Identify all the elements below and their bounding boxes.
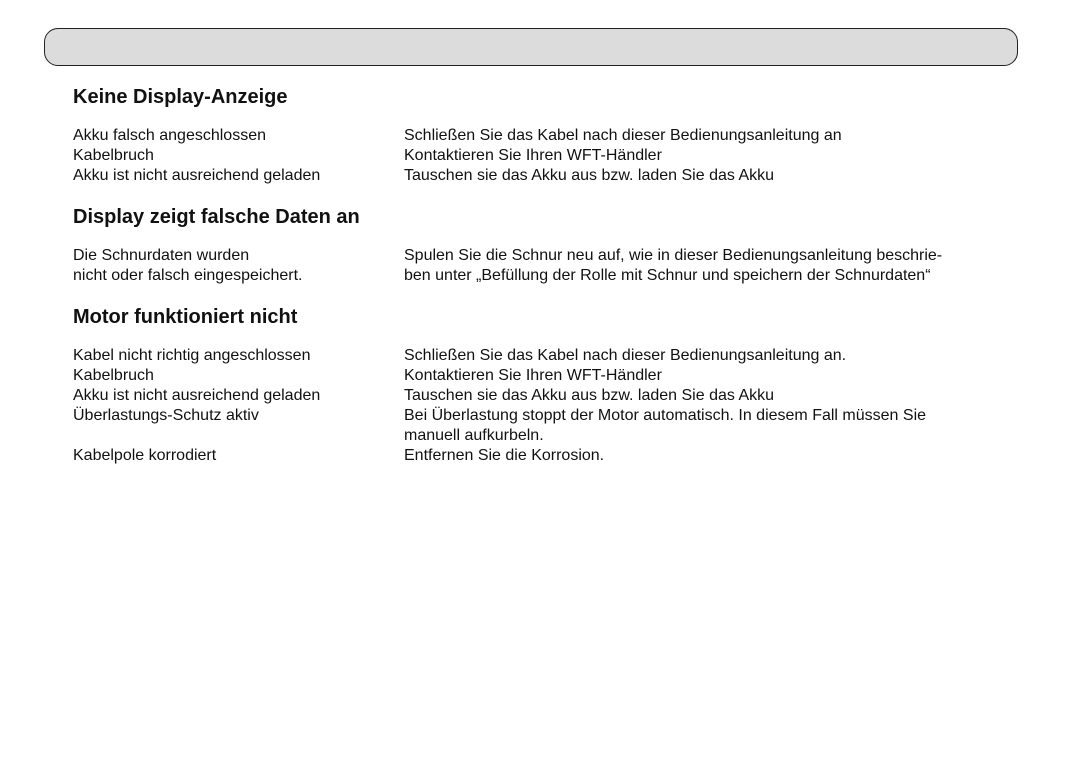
remedy-text: manuell aufkurbeln.	[404, 427, 544, 444]
table-row	[0, 346, 1077, 366]
remedy-text: Entfernen Sie die Korrosion.	[404, 447, 605, 464]
cause-text: Kabelpole korrodiert	[73, 447, 217, 464]
cause-text: Die Schnurdaten wurden	[73, 247, 250, 264]
table-row	[0, 146, 1077, 166]
table-row	[0, 266, 1077, 286]
cause-text: Akku ist nicht ausreichend geladen	[73, 387, 321, 404]
section-title-motor-funktioniert-nicht: Motor funktioniert nicht	[73, 306, 298, 328]
table-row	[0, 166, 1077, 186]
cause-text: Kabelbruch	[73, 367, 154, 384]
table-row	[0, 386, 1077, 406]
table-row	[0, 446, 1077, 466]
cause-text: Akku falsch angeschlossen	[73, 127, 266, 144]
remedy-text: Tauschen sie das Akku aus bzw. laden Sie das Akku	[404, 167, 775, 184]
remedy-text: Schließen Sie das Kabel nach dieser Bedienungsanleitung an	[404, 127, 842, 144]
cause-text: nicht oder falsch eingespeichert.	[73, 267, 303, 284]
remedy-text: Kontaktieren Sie Ihren WFT-Händler	[404, 367, 662, 384]
table-row	[0, 126, 1077, 146]
section-title-display-zeigt-falsche-daten: Display zeigt falsche Daten an	[73, 206, 360, 228]
cause-text: Überlastungs-Schutz aktiv	[73, 407, 259, 424]
table-row	[0, 246, 1077, 266]
remedy-text: Spulen Sie die Schnur neu auf, wie in dieser Bedienungsanleitung beschrie-	[404, 247, 943, 264]
remedy-text: Tauschen sie das Akku aus bzw. laden Sie das Akku	[404, 387, 775, 404]
cause-text: Akku ist nicht ausreichend geladen	[73, 167, 321, 184]
remedy-text: Bei Überlastung stoppt der Motor automatisch. In diesem Fall müssen Sie	[404, 407, 927, 424]
cause-text: Kabel nicht richtig angeschlossen	[73, 347, 311, 364]
cause-text: Kabelbruch	[73, 147, 154, 164]
remedy-text: Kontaktieren Sie Ihren WFT-Händler	[404, 147, 662, 164]
table-row	[0, 366, 1077, 386]
section-title-keine-display-anzeige: Keine Display-Anzeige	[73, 86, 288, 108]
remedy-text: Schließen Sie das Kabel nach dieser Bedienungsanleitung an.	[404, 347, 847, 364]
table-row	[0, 406, 1077, 426]
header-bar	[44, 28, 1018, 66]
remedy-text: ben unter „Befüllung der Rolle mit Schnur und speichern der Schnurdaten“	[404, 267, 931, 284]
table-row	[0, 426, 1077, 446]
